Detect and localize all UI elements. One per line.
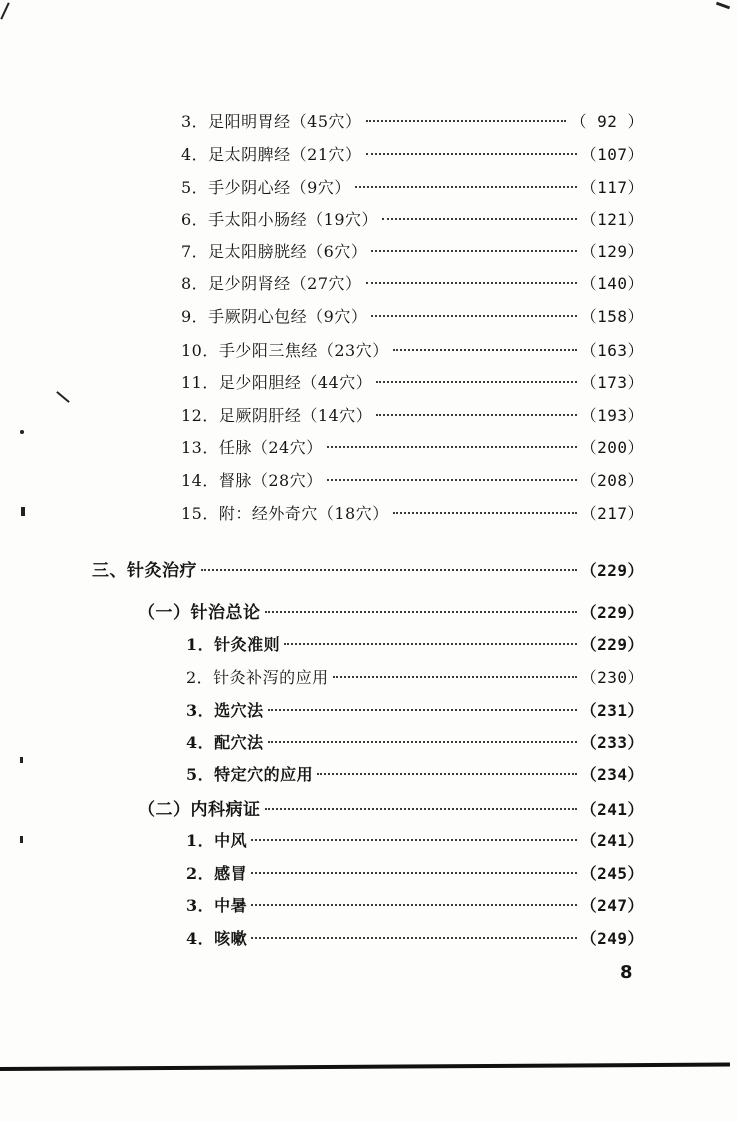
toc-entry-page: （229） (580, 635, 644, 654)
toc-entry-page: （158） (580, 307, 644, 326)
dot-leader (251, 904, 576, 906)
toc-entry-label: 3．足阳明胃经（45穴） (181, 112, 362, 131)
scan-mark (20, 430, 24, 434)
dot-leader (355, 186, 577, 188)
toc-entry (181, 468, 644, 491)
toc-entry-page: （117） (580, 178, 644, 197)
toc-entry-label: 9．手厥阴心包经（9穴） (181, 307, 368, 326)
dot-leader (371, 315, 576, 317)
toc-entry-page: （163） (580, 341, 644, 360)
dot-leader (284, 643, 576, 645)
toc-entry (186, 665, 644, 688)
toc-entry-label: 12．足厥阴肝经（14穴） (181, 406, 373, 425)
toc-entry-label: 三、针灸治疗 (92, 561, 197, 581)
toc-entry (186, 861, 644, 884)
dot-leader (201, 569, 577, 571)
toc-entry-label: 8．足少阴肾经（27穴） (181, 274, 362, 293)
dot-leader (251, 872, 576, 874)
toc-entry-label: 2．感冒 (186, 864, 248, 883)
toc-entry (181, 403, 644, 426)
dot-leader (366, 282, 577, 284)
dot-leader (366, 120, 567, 122)
toc-entry-page: （229） (580, 561, 644, 580)
toc-entry (181, 501, 644, 524)
dot-leader (393, 512, 577, 514)
toc-entry (186, 893, 644, 916)
toc-entry (186, 926, 644, 949)
toc-entry-page: （200） (580, 438, 644, 457)
toc-entry (181, 175, 644, 198)
dot-leader (366, 153, 577, 155)
toc-entry-page: （140） (580, 274, 644, 293)
dot-leader (327, 446, 577, 448)
toc-entry (181, 271, 644, 294)
toc-entry-label: 4．配穴法 (186, 733, 264, 752)
toc-entry-page: （229） (580, 603, 644, 622)
toc-entry-page: （249） (580, 929, 644, 948)
toc-entry (186, 762, 644, 785)
toc-entry-label: 6．手太阳小肠经（19穴） (181, 210, 379, 229)
toc-entry-label: 11．足少阳胆经（44穴） (181, 373, 373, 392)
toc-entry-label: 5．特定穴的应用 (186, 765, 314, 784)
toc-entry-page: （231） (580, 701, 644, 720)
toc-entry-page: （ 92 ） (570, 112, 644, 131)
toc-entry-label: 3．中暑 (186, 896, 248, 915)
toc-entry-page: （245） (580, 864, 644, 883)
dot-leader (376, 414, 576, 416)
toc-entry-label: 1．中风 (186, 831, 248, 850)
toc-entry-label: 15．附：经外奇穴（18穴） (181, 504, 389, 523)
toc-entry-page: （217） (580, 504, 644, 523)
toc-entry-label: 14．督脉（28穴） (181, 471, 323, 490)
toc-entry-page: （230） (580, 668, 644, 687)
scan-mark (56, 391, 70, 403)
toc-entry-page: （193） (580, 406, 644, 425)
toc-entry-label: 13．任脉（24穴） (181, 438, 323, 457)
toc-entry-label: 4．足太阴脾经（21穴） (181, 145, 362, 164)
toc-entry-page: （241） (580, 831, 644, 850)
dot-leader (251, 839, 576, 841)
toc-entry (181, 338, 644, 361)
dot-leader (371, 250, 576, 252)
toc-entry (186, 828, 644, 851)
toc-subsection-heading (138, 598, 644, 623)
toc-entry-page: （121） (580, 210, 644, 229)
toc-entry-page: （241） (580, 800, 644, 819)
scan-mark (21, 507, 25, 516)
toc-entry-page: （234） (580, 765, 644, 784)
toc-entry (181, 207, 644, 230)
toc-entry-label: 7．足太阳膀胱经（6穴） (181, 242, 368, 261)
scan-mark (20, 836, 23, 843)
toc-entry-label: 10．手少阳三焦经（23穴） (181, 341, 389, 360)
toc-entry-label: 1．针灸准则 (186, 635, 281, 654)
dot-leader (317, 773, 576, 775)
toc-entry (181, 435, 644, 458)
bottom-rule (0, 1063, 730, 1071)
toc-entry-label: 3．选穴法 (186, 701, 264, 720)
toc-entry-label: 4．咳嗽 (186, 929, 248, 948)
dot-leader (251, 937, 576, 939)
toc-entry (181, 304, 644, 327)
toc-entry-page: （247） (580, 896, 644, 915)
dot-leader (393, 349, 577, 351)
toc-entry-page: （173） (580, 373, 644, 392)
page-number: 8 (620, 962, 633, 983)
scan-mark (20, 757, 23, 763)
toc-entry-page: （107） (580, 145, 644, 164)
scan-mark (0, 2, 9, 19)
toc-entry-label: 2．针灸补泻的应用 (186, 668, 329, 687)
toc-entry (186, 698, 644, 721)
toc-entry-page: （233） (580, 733, 644, 752)
dot-leader (333, 676, 577, 678)
dot-leader (382, 218, 577, 220)
toc-entry-label: （一）针治总论 (138, 603, 261, 623)
dot-leader (268, 709, 577, 711)
toc-entry-page: （129） (580, 242, 644, 261)
toc-entry-label: （二）内科病证 (138, 800, 261, 820)
dot-leader (265, 611, 577, 613)
scan-mark (716, 2, 730, 10)
dot-leader (268, 741, 577, 743)
toc-section-heading (92, 556, 644, 581)
toc-entry-label: 5．手少阴心经（9穴） (181, 178, 351, 197)
toc-entry-page: （208） (580, 471, 644, 490)
toc-entry (186, 632, 644, 655)
toc-entry (181, 370, 644, 393)
dot-leader (327, 479, 577, 481)
dot-leader (265, 808, 577, 810)
dot-leader (376, 381, 576, 383)
toc-entry (181, 109, 644, 132)
toc-entry (181, 239, 644, 262)
toc-entry (186, 730, 644, 753)
toc-entry (181, 142, 644, 165)
toc-subsection-heading (138, 795, 644, 820)
